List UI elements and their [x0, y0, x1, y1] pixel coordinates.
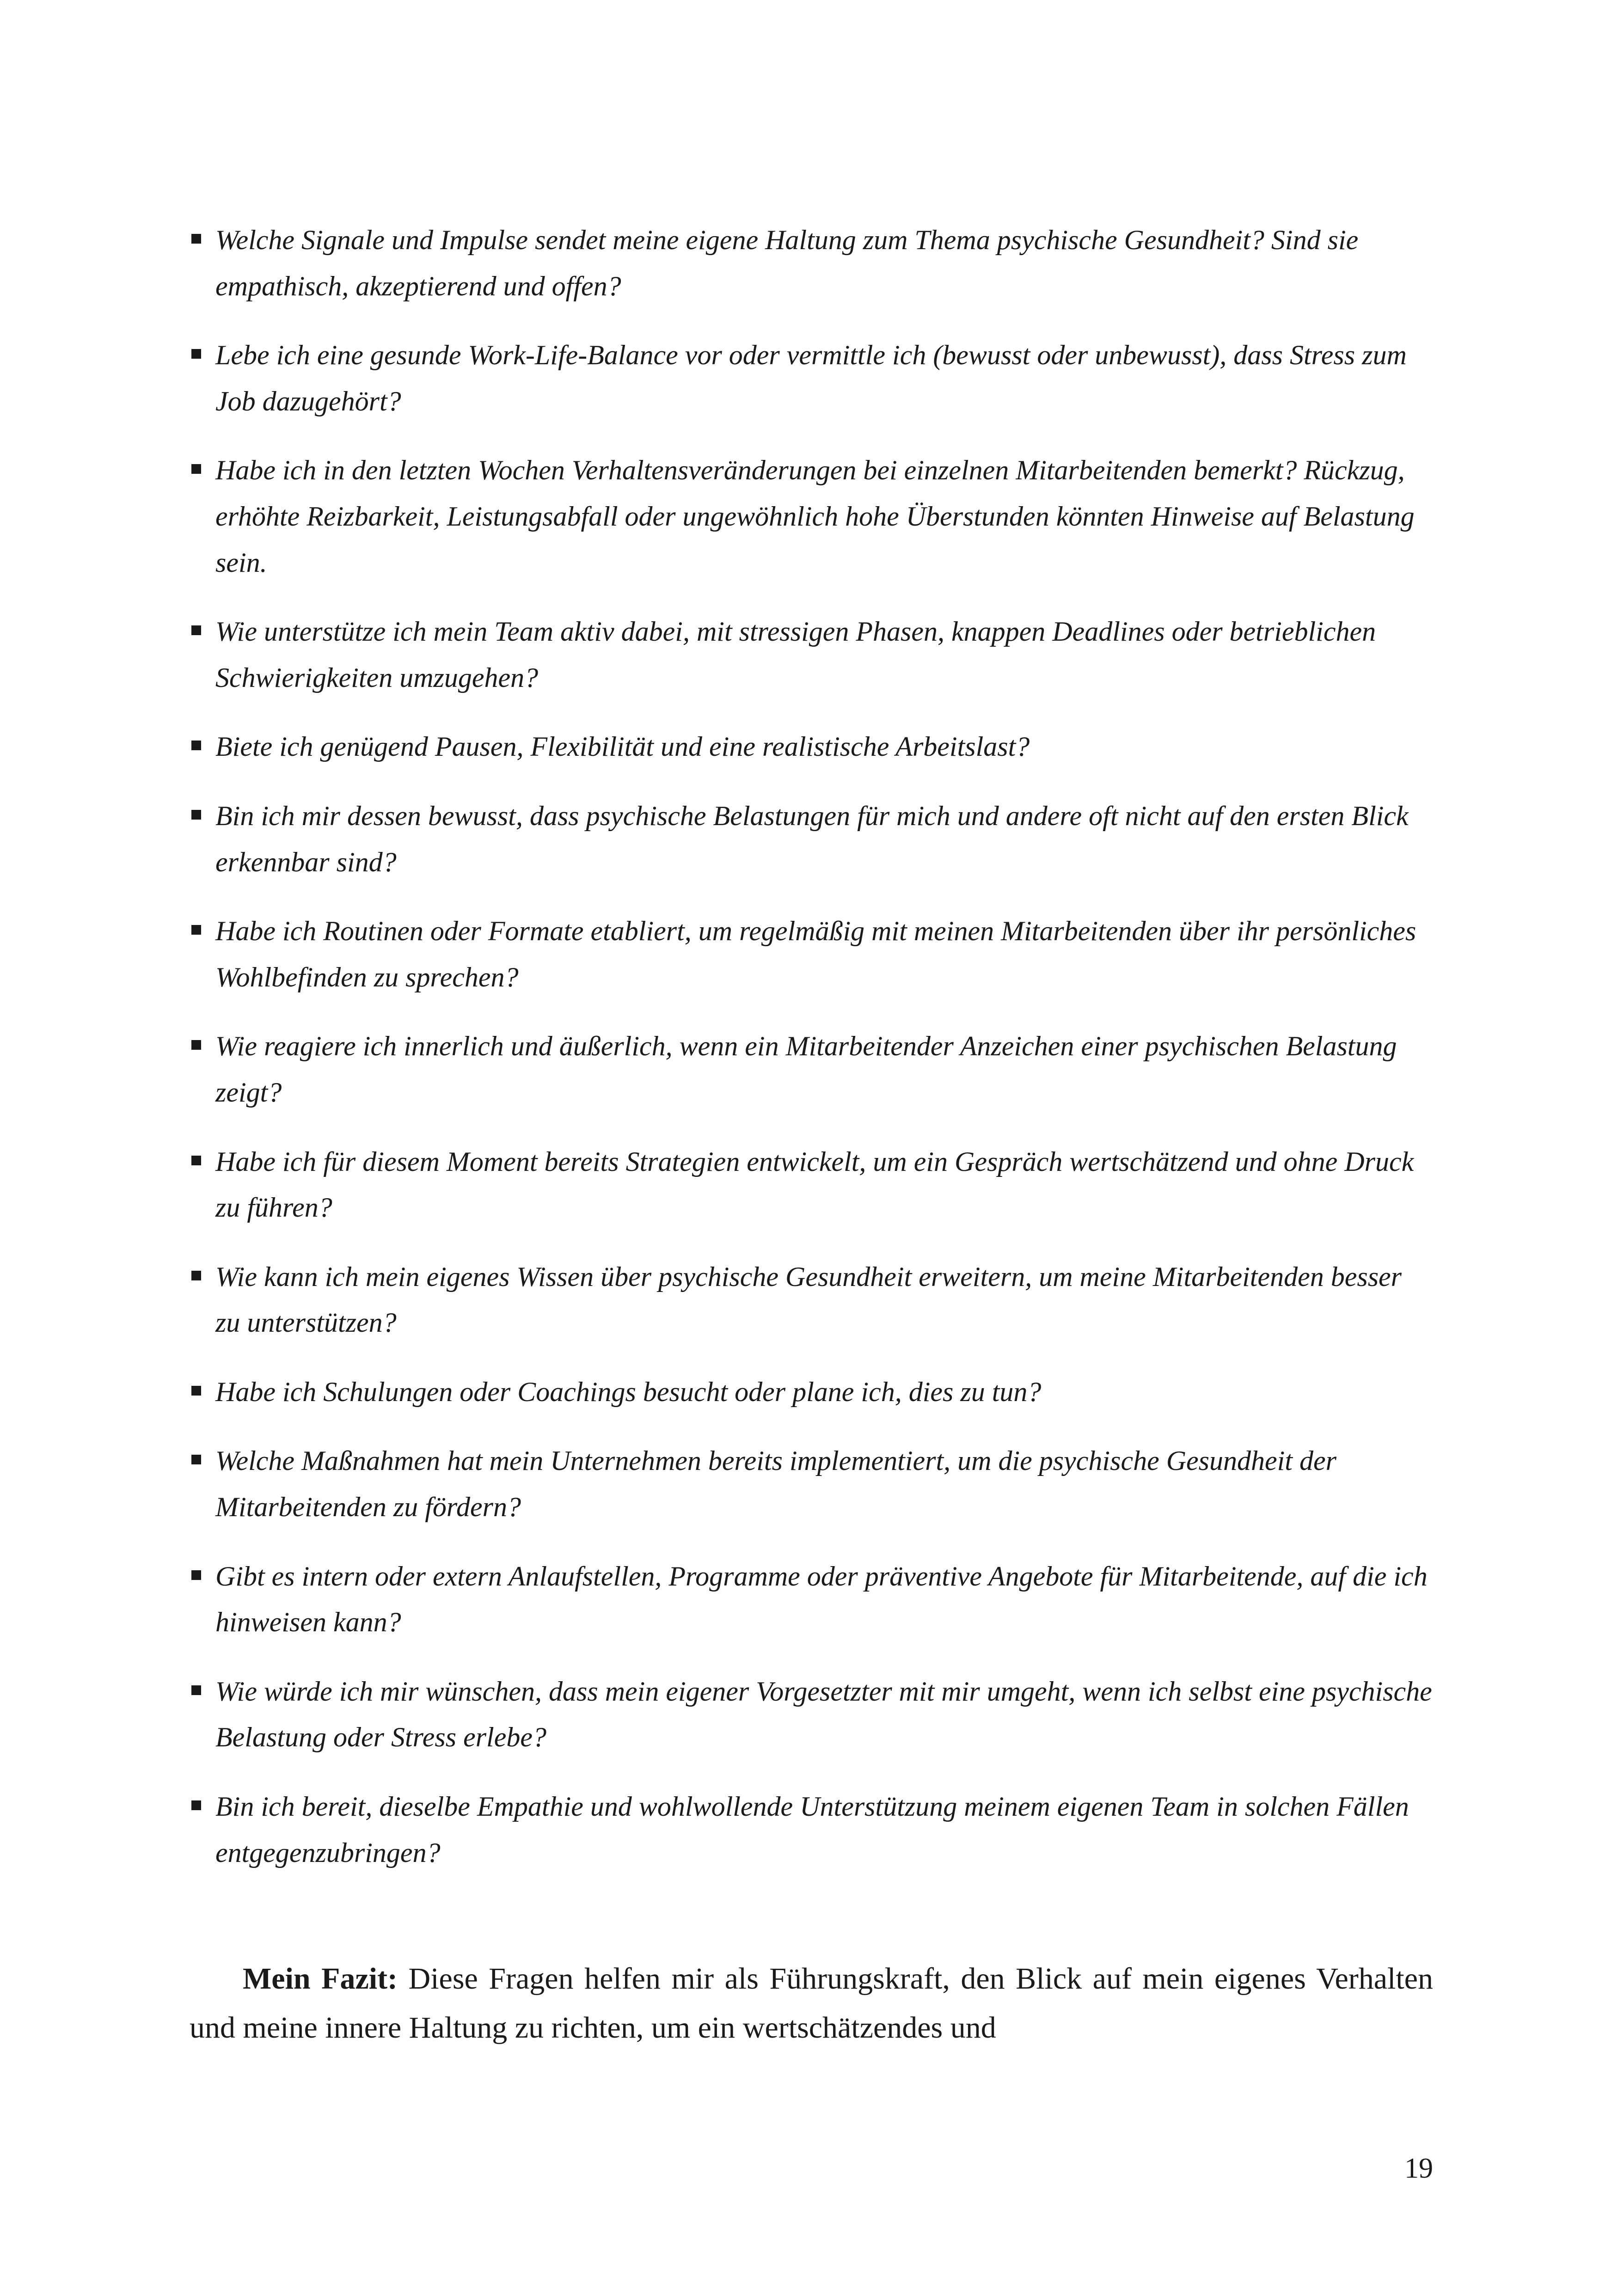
- list-item: [190, 724, 1433, 770]
- list-item-text: Wie würde ich mir wünschen, dass mein eigener Vorgesetzter mit mir umgeht, wenn ich selbst eine psychische Belastung oder Stress erlebe?: [215, 1676, 1432, 1753]
- list-item: [190, 1784, 1433, 1876]
- list-item: [190, 609, 1433, 701]
- bullet-square-icon: [191, 234, 201, 244]
- page-content: [190, 217, 1433, 2052]
- bullet-square-icon: [191, 1455, 201, 1464]
- list-item-text: Lebe ich eine gesunde Work-Life-Balance vor oder vermittle ich (bewusst oder unbewusst), dass Stress zum Job dazugehört?: [215, 340, 1407, 416]
- list-item-text: Gibt es intern oder extern Anlaufstellen, Programme oder präventive Angebote für Mitarbeitende, auf die ich hinweisen kann?: [215, 1561, 1428, 1638]
- list-item: [190, 1139, 1433, 1231]
- bullet-square-icon: [191, 464, 201, 474]
- list-item-text: Wie reagiere ich innerlich und äußerlich, wenn ein Mitarbeitender Anzeichen einer psychischen Belastung zeigt?: [215, 1031, 1397, 1108]
- list-item: [190, 1023, 1433, 1115]
- list-item-text: Welche Signale und Impulse sendet meine eigene Haltung zum Thema psychische Gesundheit? Sind sie empathisch, akzeptierend und offen?: [215, 225, 1359, 301]
- list-item: [190, 908, 1433, 1000]
- list-item-text: Habe ich für diesem Moment bereits Strategien entwickelt, um ein Gespräch wertschätzend und ohne Druck zu führen?: [215, 1146, 1414, 1223]
- list-item: [190, 1438, 1433, 1530]
- list-item-text: Habe ich Routinen oder Formate etabliert, um regelmäßig mit meinen Mitarbeitenden über ihr persönliches Wohlbefinden zu sprechen?: [215, 916, 1416, 992]
- list-item-text: Habe ich in den letzten Wochen Verhaltensveränderungen bei einzelnen Mitarbeitenden bemerkt? Rückzug, erhöhte Reizbarkeit, Leistungsabfall oder ungewöhnlich hohe Überstunden könnten Hinweise auf Belastung sein.: [215, 455, 1415, 578]
- list-item: [190, 1669, 1433, 1761]
- list-item-text: Habe ich Schulungen oder Coachings besucht oder plane ich, dies zu tun?: [215, 1376, 1042, 1407]
- list-item: [190, 217, 1433, 309]
- list-item: [190, 1554, 1433, 1646]
- bullet-square-icon: [191, 1156, 201, 1165]
- bullet-square-icon: [191, 1570, 201, 1580]
- list-item-text: Wie unterstütze ich mein Team aktiv dabei, mit stressigen Phasen, knappen Deadlines oder betrieblichen Schwierigkeiten umzugehen?: [215, 616, 1376, 693]
- bullet-square-icon: [191, 1685, 201, 1695]
- bullet-square-icon: [191, 349, 201, 359]
- list-item: [190, 1369, 1433, 1415]
- list-item: [190, 332, 1433, 424]
- fazit-text: Diese Fragen helfen mir als Führungskraft, den Blick auf mein eigenes Verhalten und meine innere Haltung zu richten, um ein wertschätzendes und: [190, 1962, 1433, 2045]
- list-item-text: Wie kann ich mein eigenes Wissen über psychische Gesundheit erweitern, um meine Mitarbeitenden besser zu unterstützen?: [215, 1261, 1402, 1338]
- question-list: [190, 217, 1433, 1876]
- page-number: 19: [1404, 2153, 1433, 2184]
- bullet-square-icon: [191, 1800, 201, 1810]
- bullet-square-icon: [191, 810, 201, 820]
- bullet-square-icon: [191, 1271, 201, 1280]
- list-item: [190, 793, 1433, 885]
- list-item-text: Bin ich bereit, dieselbe Empathie und wohlwollende Unterstützung meinem eigenen Team in solchen Fällen entgegenzubringen?: [215, 1791, 1409, 1868]
- bullet-square-icon: [191, 1386, 201, 1396]
- fazit-paragraph: [190, 1954, 1433, 2052]
- bullet-square-icon: [191, 625, 201, 635]
- fazit-label: Mein Fazit:: [243, 1962, 398, 1996]
- list-item: [190, 1254, 1433, 1346]
- bullet-square-icon: [191, 741, 201, 750]
- bullet-square-icon: [191, 925, 201, 935]
- bullet-square-icon: [191, 1040, 201, 1050]
- list-item: [190, 447, 1433, 586]
- list-item-text: Welche Maßnahmen hat mein Unternehmen bereits implementiert, um die psychische Gesundheit der Mitarbeitenden zu fördern?: [215, 1445, 1336, 1523]
- list-item-text: Bin ich mir dessen bewusst, dass psychische Belastungen für mich und andere oft nicht auf den ersten Blick erkennbar sind?: [215, 800, 1409, 877]
- list-item-text: Biete ich genügend Pausen, Flexibilität und eine realistische Arbeitslast?: [215, 731, 1030, 762]
